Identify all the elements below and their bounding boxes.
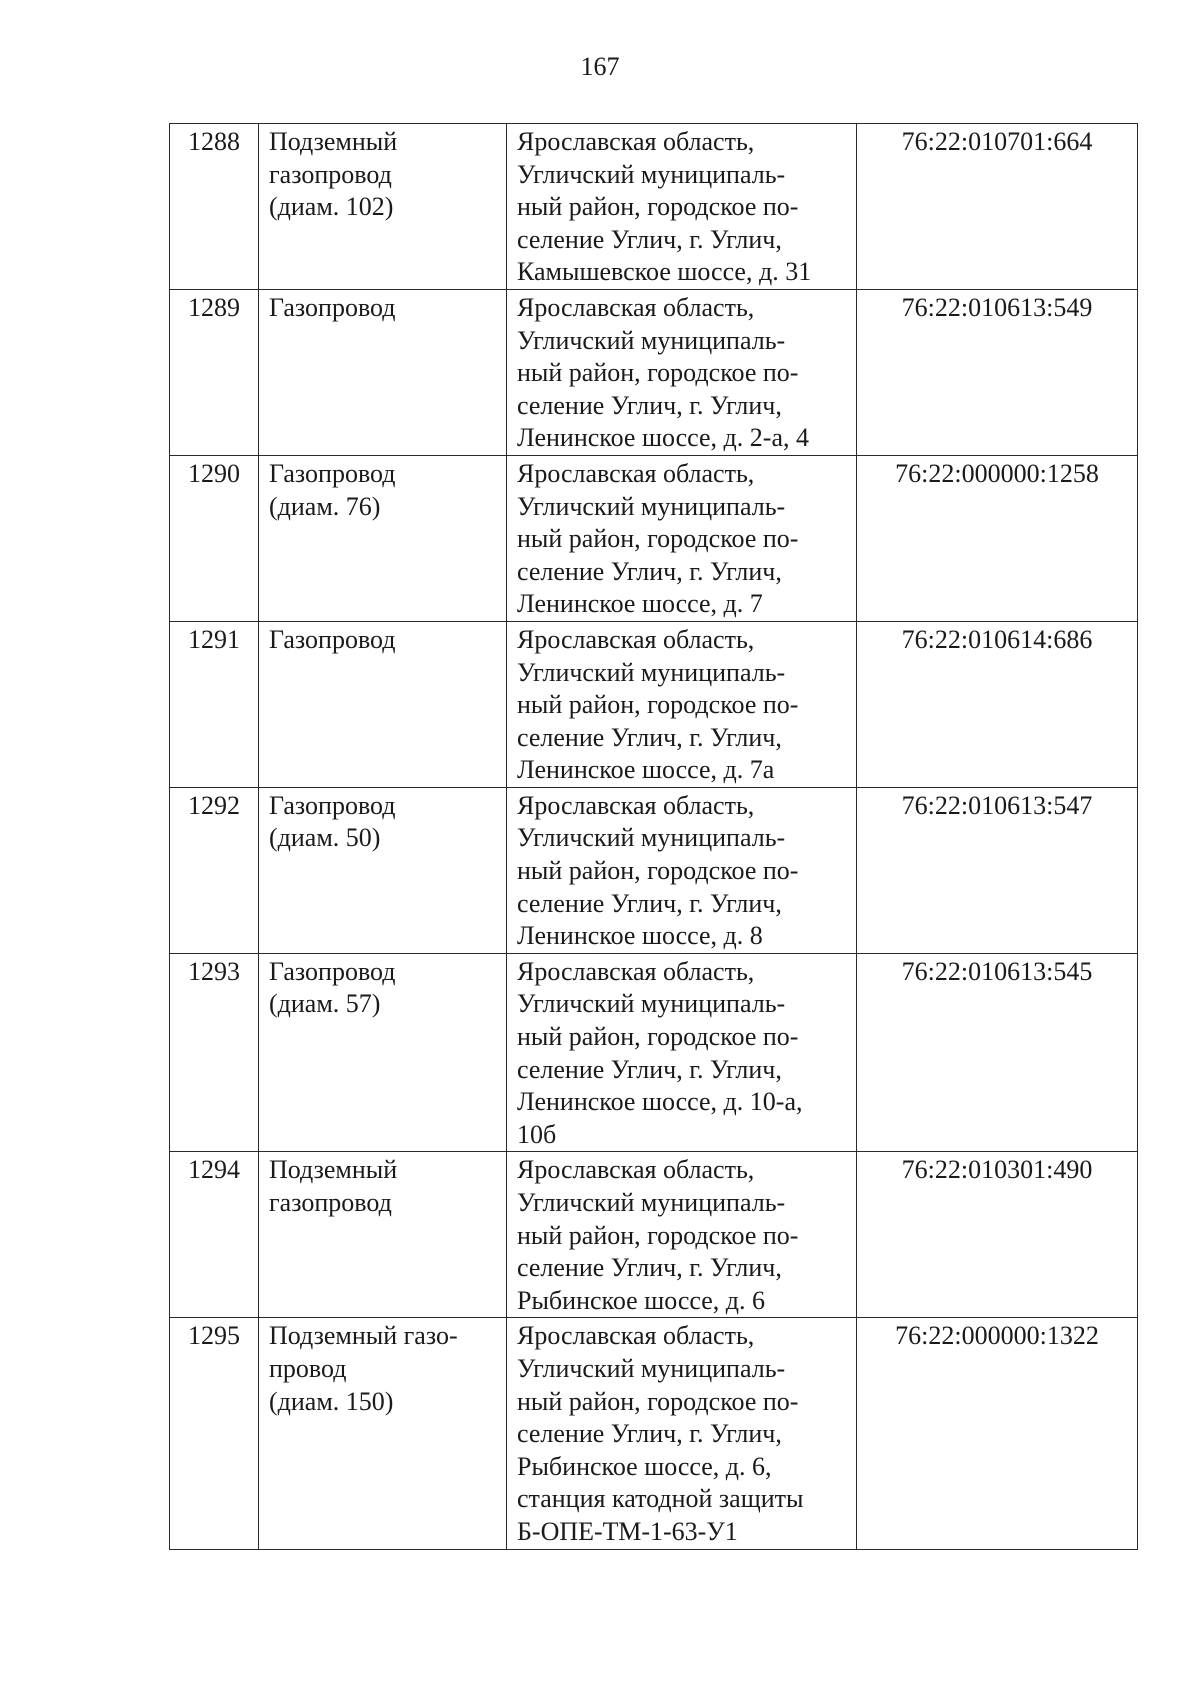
object-address: Ярославская область, Угличский муниципаль- ный район, городское по- селение Углич, г. Углич, Ленинское шоссе, д. 8 xyxy=(507,787,857,953)
table-row xyxy=(170,289,1138,455)
row-number: 1291 xyxy=(170,621,259,787)
object-name: Подземный газопровод (диам. 102) xyxy=(259,124,507,290)
object-address: Ярославская область, Угличский муниципаль- ный район, городское по- селение Углич, г. Углич, Камышевское шоссе, д. 31 xyxy=(507,124,857,290)
cadastral-number: 76:22:010701:664 xyxy=(857,124,1138,290)
table-row xyxy=(170,1318,1138,1549)
object-name: Подземный газопровод xyxy=(259,1152,507,1318)
cadastral-number: 76:22:000000:1322 xyxy=(857,1318,1138,1549)
object-address: Ярославская область, Угличский муниципаль- ный район, городское по- селение Углич, г. Углич, Ленинское шоссе, д. 2-а, 4 xyxy=(507,289,857,455)
object-address: Ярославская область, Угличский муниципаль- ный район, городское по- селение Углич, г. Углич, Рыбинское шоссе, д. 6, станция катодной защиты Б-ОПЕ-ТМ-1-63-У1 xyxy=(507,1318,857,1549)
cadastral-number: 76:22:010613:547 xyxy=(857,787,1138,953)
object-address: Ярославская область, Угличский муниципаль- ный район, городское по- селение Углич, г. Углич, Ленинское шоссе, д. 10-а, 10б xyxy=(507,953,857,1152)
object-name: Газопровод (диам. 76) xyxy=(259,455,507,621)
table-row xyxy=(170,621,1138,787)
row-number: 1294 xyxy=(170,1152,259,1318)
table-row xyxy=(170,1152,1138,1318)
row-number: 1292 xyxy=(170,787,259,953)
object-address: Ярославская область, Угличский муниципаль- ный район, городское по- селение Углич, г. Углич, Ленинское шоссе, д. 7а xyxy=(507,621,857,787)
object-name: Газопровод xyxy=(259,289,507,455)
object-name: Газопровод xyxy=(259,621,507,787)
table-row xyxy=(170,787,1138,953)
registry-table xyxy=(169,123,1138,1550)
object-address: Ярославская область, Угличский муниципаль- ный район, городское по- селение Углич, г. Углич, Рыбинское шоссе, д. 6 xyxy=(507,1152,857,1318)
row-number: 1289 xyxy=(170,289,259,455)
cadastral-number: 76:22:010613:545 xyxy=(857,953,1138,1152)
table-row xyxy=(170,455,1138,621)
object-name: Газопровод (диам. 57) xyxy=(259,953,507,1152)
object-name: Подземный газо- провод (диам. 150) xyxy=(259,1318,507,1549)
cadastral-number: 76:22:010614:686 xyxy=(857,621,1138,787)
object-name: Газопровод (диам. 50) xyxy=(259,787,507,953)
cadastral-number: 76:22:010301:490 xyxy=(857,1152,1138,1318)
table-row xyxy=(170,124,1138,290)
row-number: 1288 xyxy=(170,124,259,290)
object-address: Ярославская область, Угличский муниципаль- ный район, городское по- селение Углич, г. Углич, Ленинское шоссе, д. 7 xyxy=(507,455,857,621)
row-number: 1290 xyxy=(170,455,259,621)
cadastral-number: 76:22:000000:1258 xyxy=(857,455,1138,621)
row-number: 1295 xyxy=(170,1318,259,1549)
row-number: 1293 xyxy=(170,953,259,1152)
table-row xyxy=(170,953,1138,1152)
page-number: 167 xyxy=(580,52,620,81)
cadastral-number: 76:22:010613:549 xyxy=(857,289,1138,455)
